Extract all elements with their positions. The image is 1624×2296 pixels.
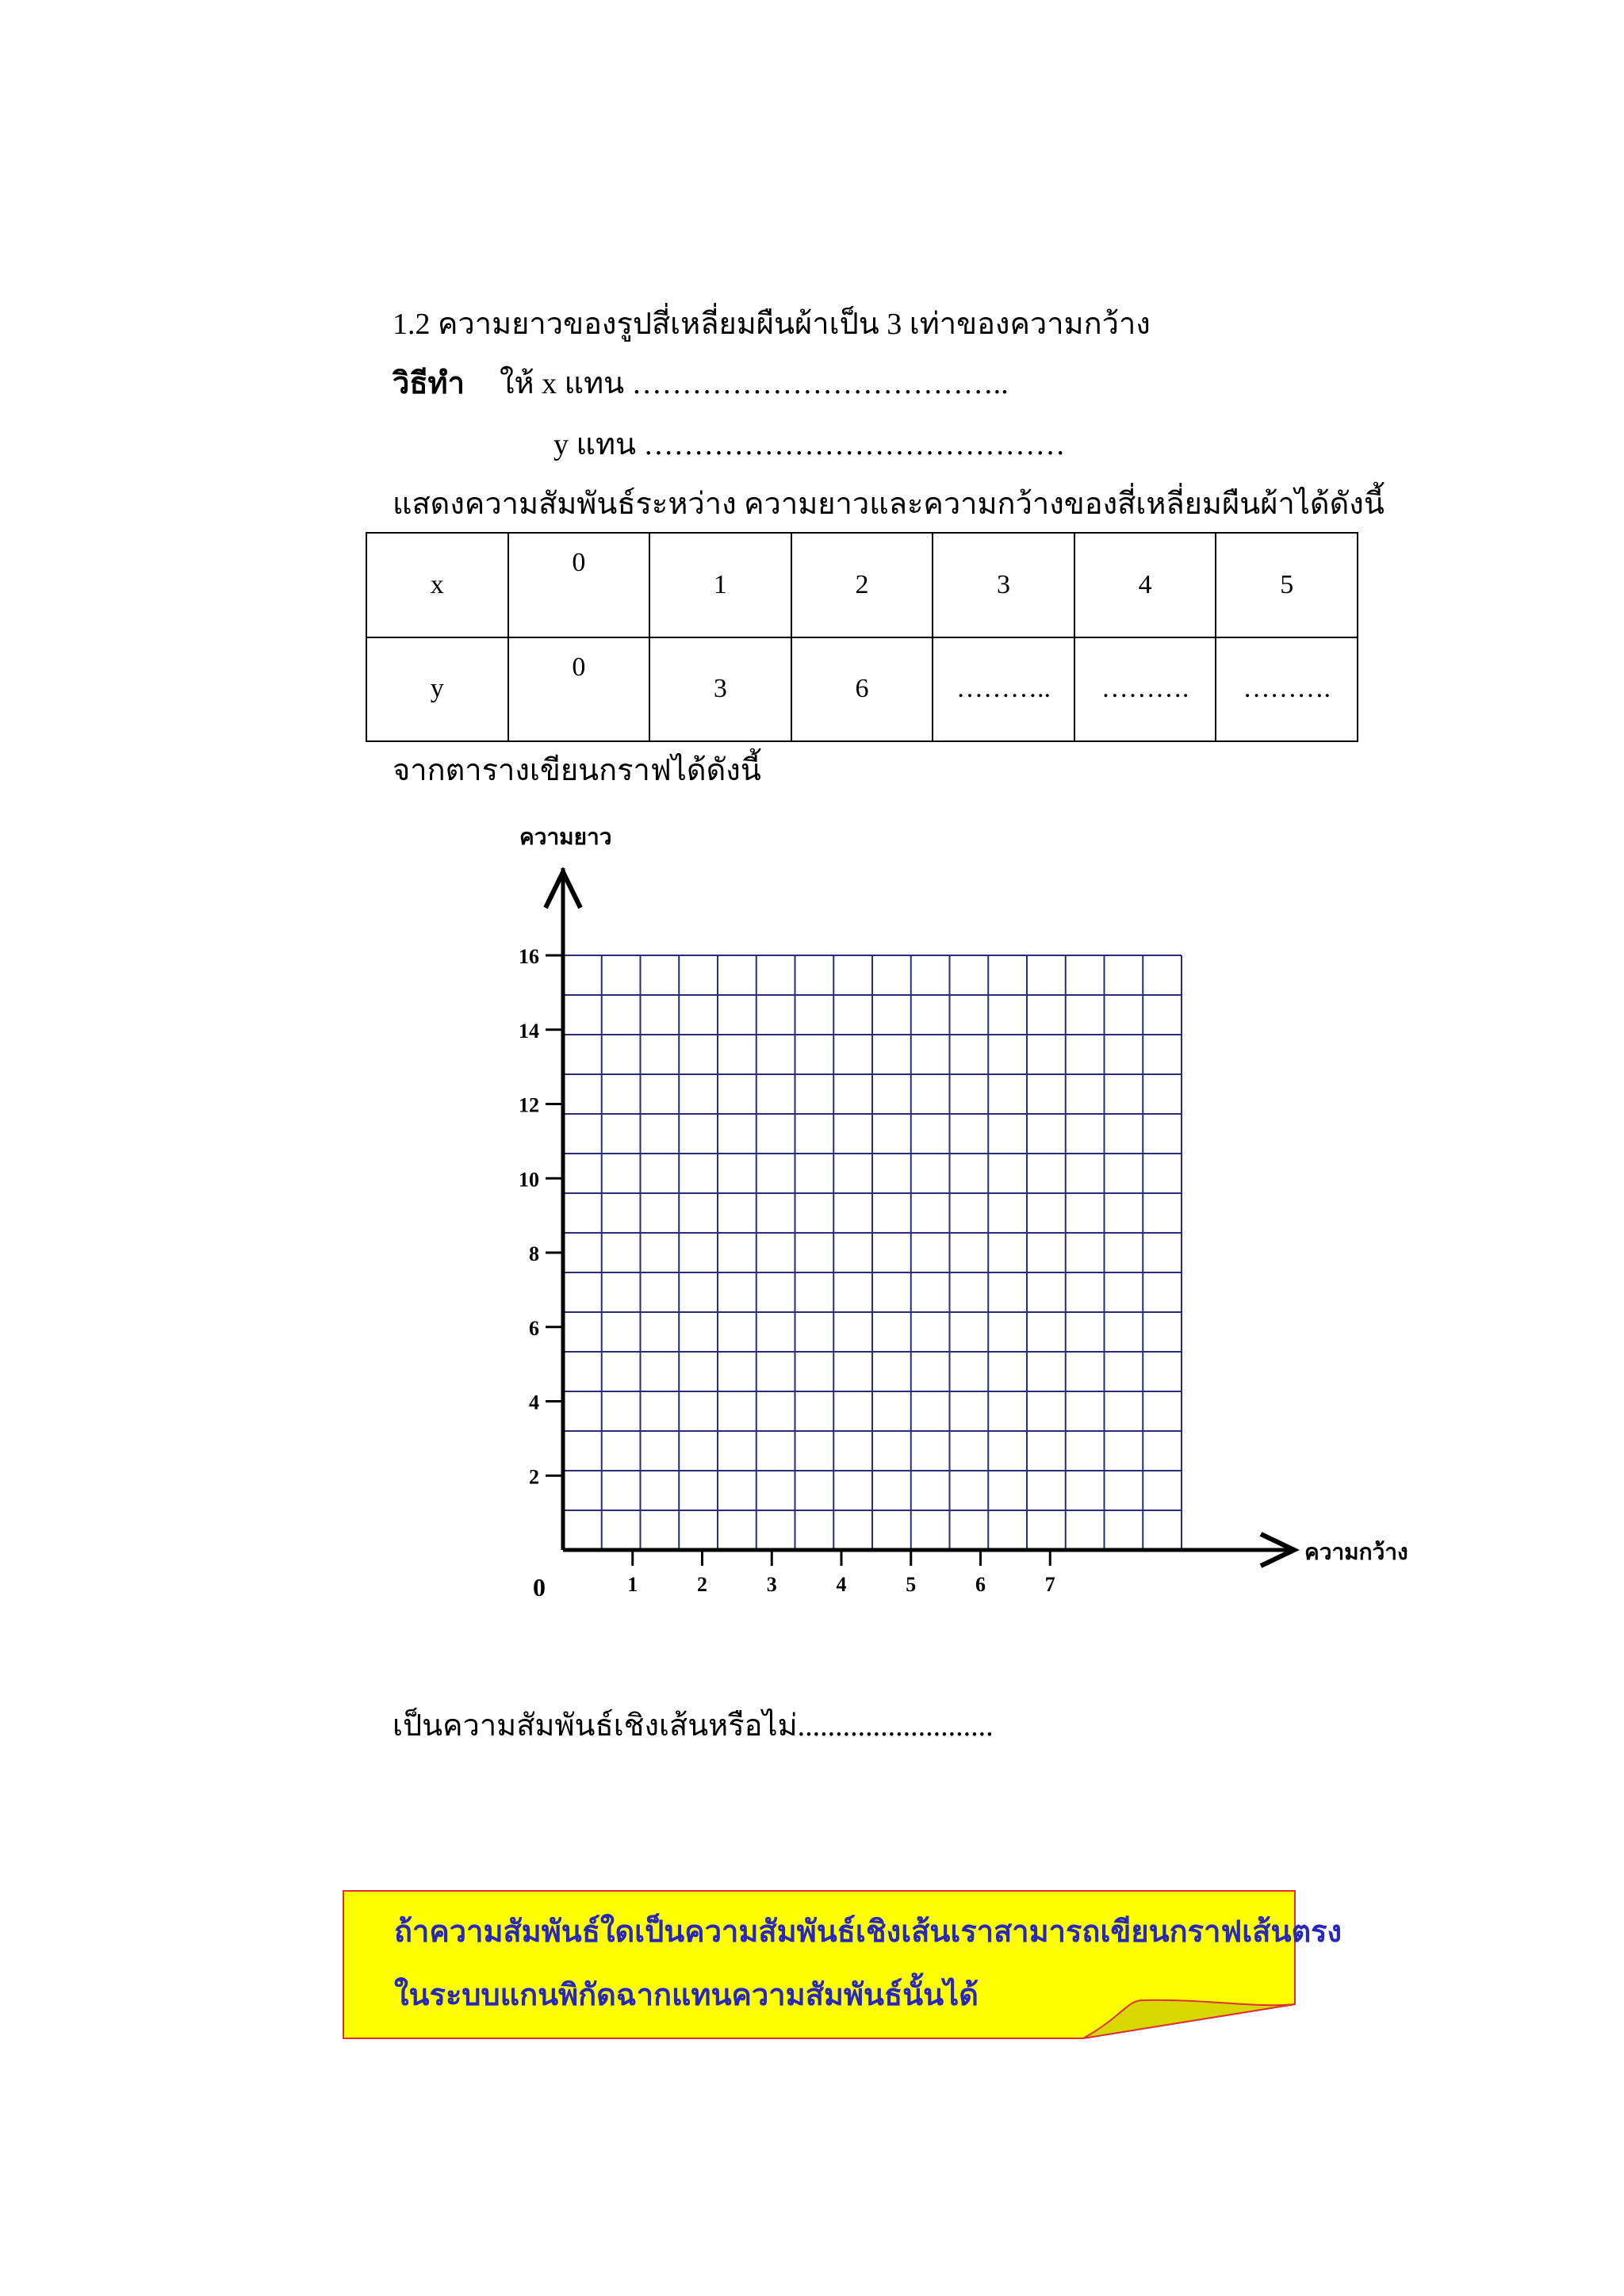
table-cell: ……….. xyxy=(933,637,1074,742)
value-table xyxy=(366,532,1358,742)
method-label: วิธีทำ xyxy=(393,367,465,400)
table-cell: 4 xyxy=(1074,533,1216,637)
y-tick-label: 2 xyxy=(529,1465,539,1489)
x-tick-label: 5 xyxy=(906,1573,917,1596)
table-cell: 3 xyxy=(649,637,791,742)
y-tick-label: 16 xyxy=(519,945,539,968)
x-definition-line: ให้ x แทน ……………………………….. xyxy=(500,367,1009,400)
y-tick-label: 4 xyxy=(529,1391,539,1414)
table-row xyxy=(366,637,1358,742)
x-tick-label: 6 xyxy=(975,1573,986,1596)
graph-intro: จากตารางเขียนกราฟได้ดังนี้ xyxy=(393,754,761,787)
x-tick-label: 4 xyxy=(836,1573,847,1596)
x-tick-label: 1 xyxy=(627,1573,638,1596)
y-tick-label: 6 xyxy=(529,1316,539,1340)
chart-labels xyxy=(519,825,1408,1601)
chart-grid xyxy=(563,955,1182,1550)
table-cell: 0 xyxy=(508,533,650,637)
x-tick-label: 7 xyxy=(1044,1573,1055,1596)
table-cell: 3 xyxy=(933,533,1074,637)
note-line-1: ถ้าความสัมพันธ์ใดเป็นความสัมพันธ์เชิงเส้นเราสามารถเขียนกราฟเส้นตรง xyxy=(394,1915,1342,1949)
table-cell: 1 xyxy=(649,533,791,637)
x-axis-label: ความกว้าง xyxy=(1304,1540,1408,1565)
relation-text: แสดงความสัมพันธ์ระหว่าง ความยาวและความกว้างของสี่เหลี่ยมผืนผ้าได้ดังนี้ xyxy=(393,488,1385,521)
table-cell: 2 xyxy=(791,533,933,637)
y-tick-label: 10 xyxy=(519,1168,539,1192)
note-line-2: ในระบบแกนพิกัดฉากแทนความสัมพันธ์นั้นได้ xyxy=(394,1979,979,2012)
y-tick-label: 8 xyxy=(529,1242,539,1265)
table-cell: ………. xyxy=(1074,637,1216,742)
origin-label: 0 xyxy=(533,1573,546,1601)
x-tick-label: 3 xyxy=(766,1573,777,1596)
y-tick-label: 12 xyxy=(519,1093,539,1117)
note-shape xyxy=(342,1889,1301,2040)
linearity-question: เป็นความสัมพันธ์เชิงเส้นหรือไม่.......................... xyxy=(393,1709,994,1743)
y-axis-label: ความยาว xyxy=(519,825,612,850)
note-box xyxy=(342,1889,1342,2040)
table-cell: ………. xyxy=(1216,637,1358,742)
table-cell: x xyxy=(366,533,508,637)
table-cell: 0 xyxy=(508,637,650,742)
x-tick-label: 2 xyxy=(697,1573,707,1596)
y-tick-label: 14 xyxy=(519,1019,539,1043)
table-cell: 5 xyxy=(1216,533,1358,637)
y-definition-line: y แทน …………………………………… xyxy=(553,428,1066,461)
table-cell: y xyxy=(366,637,508,742)
table-cell: 6 xyxy=(791,637,933,742)
table-row xyxy=(366,533,1358,637)
graph-chart xyxy=(476,813,1408,1605)
exercise-heading: 1.2 ความยาวของรูปสี่เหลี่ยมผืนผ้าเป็น 3 เท่าของความกว้าง xyxy=(393,308,1151,341)
